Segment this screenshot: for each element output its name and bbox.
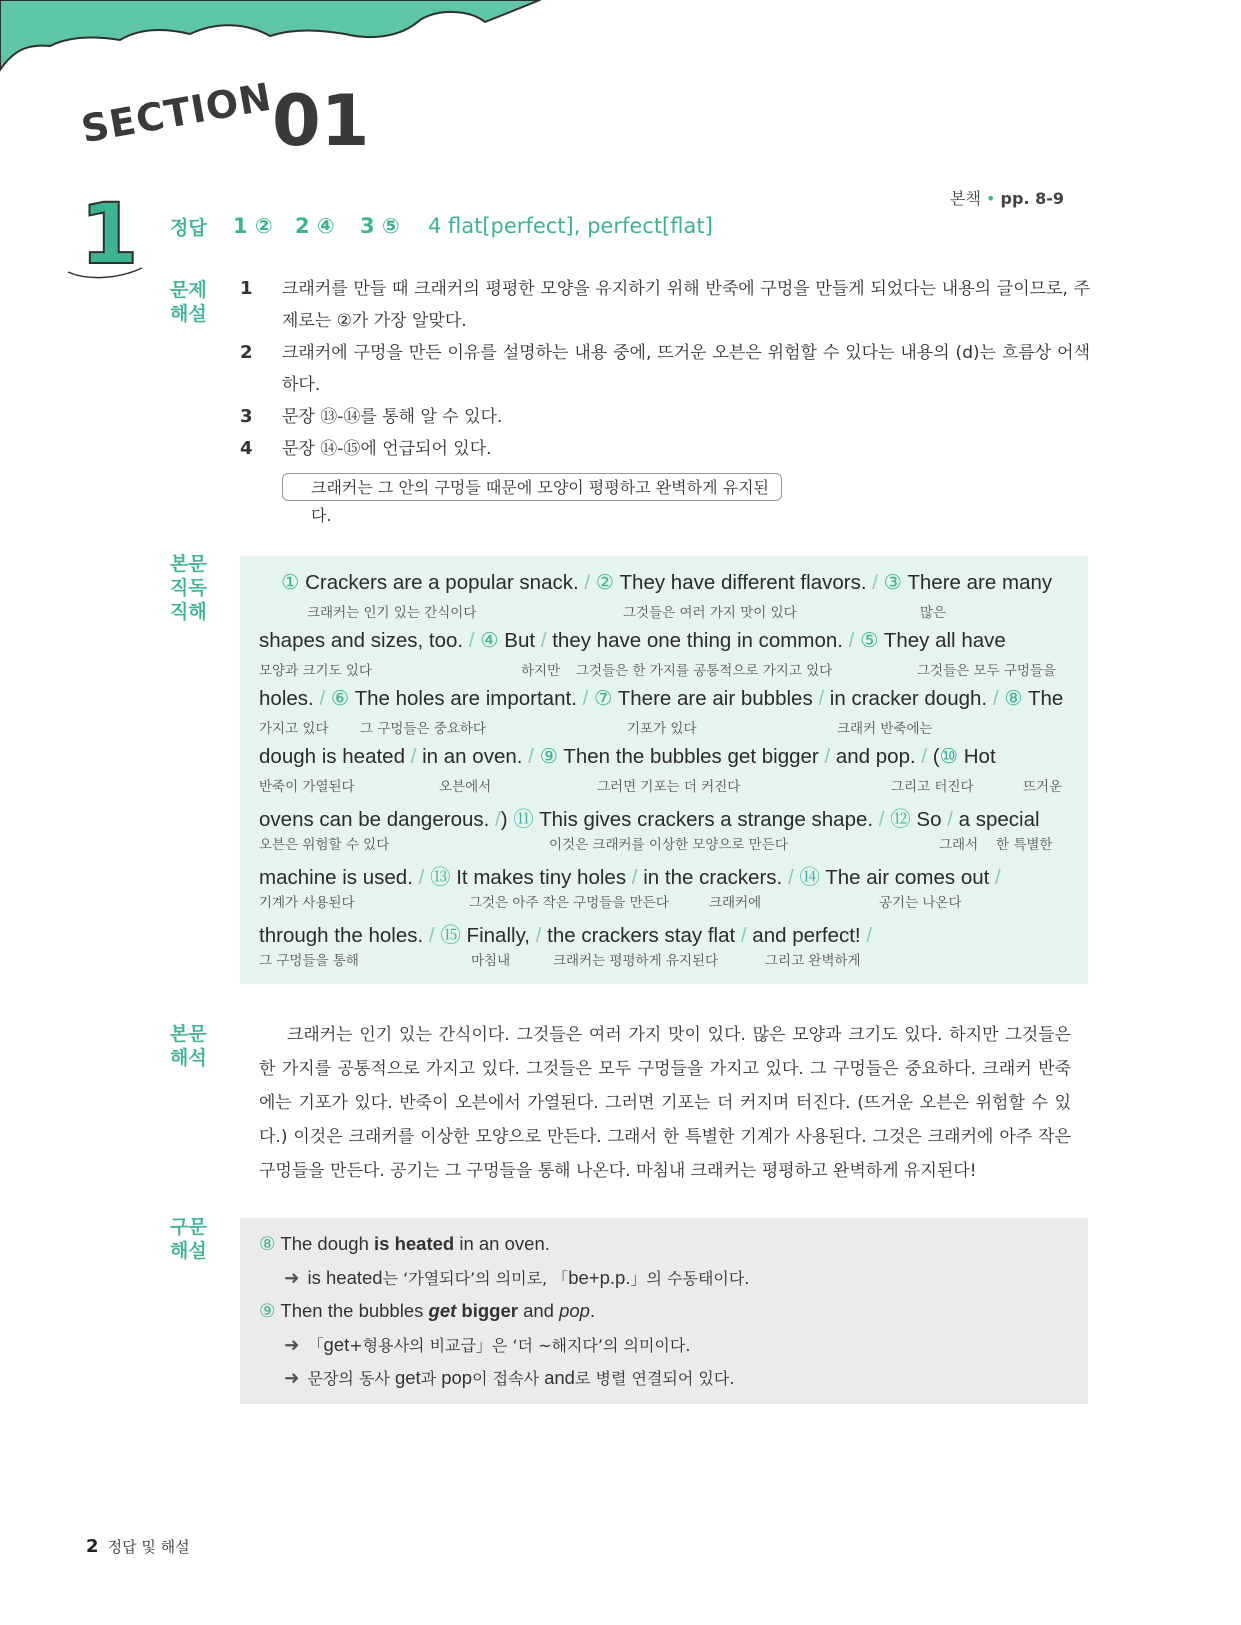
translation-label-2: 해석 bbox=[170, 1047, 207, 1069]
explanation-item-1 bbox=[240, 273, 1090, 337]
reading-gloss: 크래커는 인기 있는 간식이다 bbox=[307, 605, 477, 621]
reading-gloss: 크래커는 평평하게 유지된다 bbox=[553, 953, 719, 969]
explanation-item-text: 크래커를 만들 때 크래커의 평평한 모양을 유지하기 위해 반죽에 구멍을 만들게 되었다는 내용의 글이므로, 주제로는 ②가 가장 알맞다. bbox=[282, 279, 1090, 331]
grammar-label-1: 구문 bbox=[170, 1216, 207, 1238]
sentence-number: ⑧ bbox=[259, 1233, 276, 1254]
reading-line-english: ovens can be dangerous. /) ⑪ This gives crackers a strange shape. / ⑫ So / a special bbox=[259, 808, 1040, 831]
reading-gloss: 가지고 있다 bbox=[259, 721, 329, 737]
section-number: 01 bbox=[272, 80, 370, 162]
explanation-label-2: 해설 bbox=[170, 303, 207, 325]
arrow-icon: ➜ bbox=[284, 1367, 300, 1388]
page-ref-pages: pp. 8-9 bbox=[1000, 189, 1065, 208]
explanation-item-3 bbox=[240, 401, 1090, 433]
note-part: and bbox=[544, 1367, 575, 1388]
grammar-note-8 bbox=[284, 1266, 749, 1289]
grammar-label bbox=[170, 1215, 230, 1263]
reading-gloss: 뜨거운 bbox=[1023, 779, 1063, 795]
note-part: 이 접속사 bbox=[472, 1369, 545, 1388]
answer-4: 4 flat[perfect], perfect[flat] bbox=[428, 214, 713, 238]
direct-reading-label-2: 직독 bbox=[170, 577, 207, 599]
page-reference bbox=[950, 186, 1064, 209]
reading-gloss: 그것들은 여러 가지 맛이 있다 bbox=[623, 605, 797, 621]
note-part: get bbox=[323, 1334, 350, 1355]
direct-reading-label-3: 직해 bbox=[170, 601, 207, 623]
sentence-part: The dough bbox=[280, 1233, 375, 1254]
note-part: +형용사의 비교급」은 ‘더 ~해지다’의 의미이다. bbox=[349, 1336, 691, 1355]
explanation-item-text: 문장 ⑭-⑮에 언급되어 있다. bbox=[282, 439, 492, 459]
note-part: 「 bbox=[307, 1336, 324, 1355]
reading-gloss: 그리고 터진다 bbox=[891, 779, 974, 795]
reading-line-english: ① Crackers are a popular snack. / ② They have different flavors. / ③ There are many bbox=[281, 571, 1053, 594]
reading-gloss: 기포가 있다 bbox=[627, 721, 697, 737]
reading-gloss: 그것들은 한 가지를 공통적으로 가지고 있다 bbox=[576, 663, 833, 679]
reading-line-1 bbox=[259, 570, 1087, 626]
reading-line-7 bbox=[259, 918, 1087, 974]
question-number: 1 bbox=[80, 185, 139, 283]
reading-gloss: 많은 bbox=[920, 605, 947, 621]
note-part: 문장의 동사 bbox=[307, 1369, 395, 1388]
sentence-part: in an oven. bbox=[454, 1233, 550, 1254]
grammar-sentence-8 bbox=[259, 1233, 550, 1255]
arrow-icon: ➜ bbox=[284, 1334, 300, 1355]
reading-line-6 bbox=[259, 860, 1087, 916]
reading-gloss: 한 특별한 bbox=[996, 837, 1053, 853]
note-part: get bbox=[394, 1367, 421, 1388]
note-part: pop bbox=[441, 1367, 473, 1388]
sentence-number: ⑨ bbox=[259, 1300, 276, 1321]
reading-line-english: machine is used. / ⑬ It makes tiny holes / in the crackers. / ⑭ The air comes out / bbox=[259, 866, 1001, 889]
grammar-label-2: 해설 bbox=[170, 1240, 207, 1262]
reading-gloss: 그러면 기포는 더 커진다 bbox=[597, 779, 741, 795]
explanation-answer-box: 크래커는 그 안의 구멍들 때문에 모양이 평평하고 완벽하게 유지된다. bbox=[282, 473, 782, 501]
explanation-item-4 bbox=[240, 433, 1090, 465]
reading-gloss: 마침내 bbox=[471, 953, 511, 969]
reading-gloss: 크래커에 bbox=[709, 895, 762, 911]
explanation-item-number: 3 bbox=[240, 406, 253, 427]
sentence-emphasis: is heated bbox=[374, 1233, 455, 1254]
reading-line-4 bbox=[259, 744, 1087, 800]
reading-gloss: 그리고 완벽하게 bbox=[765, 953, 861, 969]
footer-title: 정답 및 해설 bbox=[107, 1538, 190, 1556]
reading-gloss: 반죽이 가열된다 bbox=[259, 779, 355, 795]
answers-label: 정답 bbox=[170, 217, 207, 239]
section-word: SECTION bbox=[78, 74, 276, 152]
explanation-item-2 bbox=[240, 337, 1090, 401]
reading-gloss: 그 구멍들은 중요하다 bbox=[360, 721, 486, 737]
reading-gloss: 이것은 크래커를 이상한 모양으로 만든다 bbox=[549, 837, 788, 853]
answer-2: 2 ④ bbox=[295, 214, 335, 238]
explanation-item-text: 크래커에 구멍을 만든 이유를 설명하는 내용 중에, 뜨거운 오븐은 위험할 수 있다는 내용의 (d)는 흐름상 어색하다. bbox=[282, 343, 1090, 395]
answer-3: 3 ⑤ bbox=[360, 214, 400, 238]
page-ref-label: 본책 bbox=[950, 189, 981, 208]
reading-gloss: 모양과 크기도 있다 bbox=[259, 663, 372, 679]
reading-line-english: shapes and sizes, too. / ④ But / they have one thing in common. / ⑤ They all have bbox=[259, 629, 1006, 652]
reading-line-english: dough is heated / in an oven. / ⑨ Then the bubbles get bigger / and pop. / (⑩ Hot bbox=[259, 745, 996, 768]
sentence-part: . bbox=[589, 1300, 596, 1321]
reading-gloss: 공기는 나온다 bbox=[879, 895, 962, 911]
explanation-label-1: 문제 bbox=[170, 279, 207, 301]
translation-label-1: 본문 bbox=[170, 1023, 207, 1045]
note-part: 로 병렬 연결되어 있다. bbox=[574, 1369, 735, 1388]
question-underline bbox=[66, 262, 146, 282]
grammar-note-9a bbox=[284, 1333, 690, 1356]
sentence-emphasis: pop bbox=[559, 1300, 590, 1321]
translation-label bbox=[170, 1022, 230, 1070]
reading-gloss: 오븐에서 bbox=[439, 779, 492, 795]
reading-gloss: 오븐은 위험할 수 있다 bbox=[259, 837, 390, 853]
sentence-emphasis: bigger bbox=[456, 1300, 518, 1321]
footer-page-number: 2 bbox=[86, 1536, 99, 1557]
explanation-item-number: 1 bbox=[240, 278, 253, 299]
explanation-item-number: 4 bbox=[240, 438, 253, 459]
note-part: 과 bbox=[420, 1369, 442, 1388]
note-part: be+p.p. bbox=[568, 1267, 631, 1288]
note-part: 는 ‘가열되다’의 의미로, 「 bbox=[382, 1269, 569, 1288]
translation-text: 크래커는 인기 있는 간식이다. 그것들은 여러 가지 맛이 있다. 많은 모양과 크기도 있다. 하지만 그것들은 한 가지를 공통적으로 가지고 있다. 그것들은 모두 구멍들을 가지고 있다. 그 구멍들은 중요하다. 크래커 반죽에는 기포가 있다. 반죽이 오븐에서 가열된다. 그러면 기포는 더 커지며 터진다. (뜨거운 오븐은 위험할 수 있다.) 이것은 크래커를 이상한 모양으로 만든다. 그래서 한 특별한 기계가 사용된다. 그것은 크래커에 아주 작은 구멍들을 만든다. 공기는 그 구멍들을 통해 나온다. 마침내 크래커는 평평하고 완벽하게 유지된다! bbox=[259, 1025, 1071, 1181]
explanation-label bbox=[170, 278, 230, 326]
sentence-part: Then the bubbles bbox=[280, 1300, 429, 1321]
explanation-item-number: 2 bbox=[240, 342, 253, 363]
reading-gloss: 그것은 아주 작은 구멍들을 만든다 bbox=[469, 895, 669, 911]
arrow-icon: ➜ bbox=[284, 1267, 300, 1288]
dot-icon: • bbox=[986, 189, 1001, 208]
reading-line-2 bbox=[259, 628, 1087, 684]
explanation-item-text: 문장 ⑬-⑭를 통해 알 수 있다. bbox=[282, 407, 503, 427]
direct-reading-label-1: 본문 bbox=[170, 553, 207, 575]
reading-gloss: 크래커 반죽에는 bbox=[837, 721, 933, 737]
footer bbox=[86, 1536, 190, 1557]
reading-gloss: 기계가 사용된다 bbox=[259, 895, 355, 911]
reading-gloss: 그것들은 모두 구멍들을 bbox=[917, 663, 1056, 679]
note-part: 」의 수동태이다. bbox=[630, 1269, 750, 1288]
reading-line-english: holes. / ⑥ The holes are important. / ⑦ There are air bubbles / in cracker dough. / ⑧ The bbox=[259, 687, 1064, 710]
reading-gloss: 하지만 bbox=[521, 663, 561, 679]
sentence-part: and bbox=[517, 1300, 560, 1321]
reading-line-english: through the holes. / ⑮ Finally, / the crackers stay flat / and perfect! / bbox=[259, 924, 873, 947]
reading-line-3 bbox=[259, 686, 1087, 742]
header-band bbox=[0, 0, 560, 80]
reading-gloss: 그 구멍들을 통해 bbox=[259, 953, 359, 969]
reading-gloss: 그래서 bbox=[939, 837, 979, 853]
sentence-emphasis: get bbox=[428, 1300, 457, 1321]
direct-reading-label bbox=[170, 552, 230, 624]
grammar-sentence-9 bbox=[259, 1300, 595, 1322]
answer-1: 1 ② bbox=[233, 214, 273, 238]
grammar-note-9b bbox=[284, 1366, 734, 1389]
note-part: is heated bbox=[307, 1267, 383, 1288]
reading-line-5 bbox=[259, 802, 1087, 858]
